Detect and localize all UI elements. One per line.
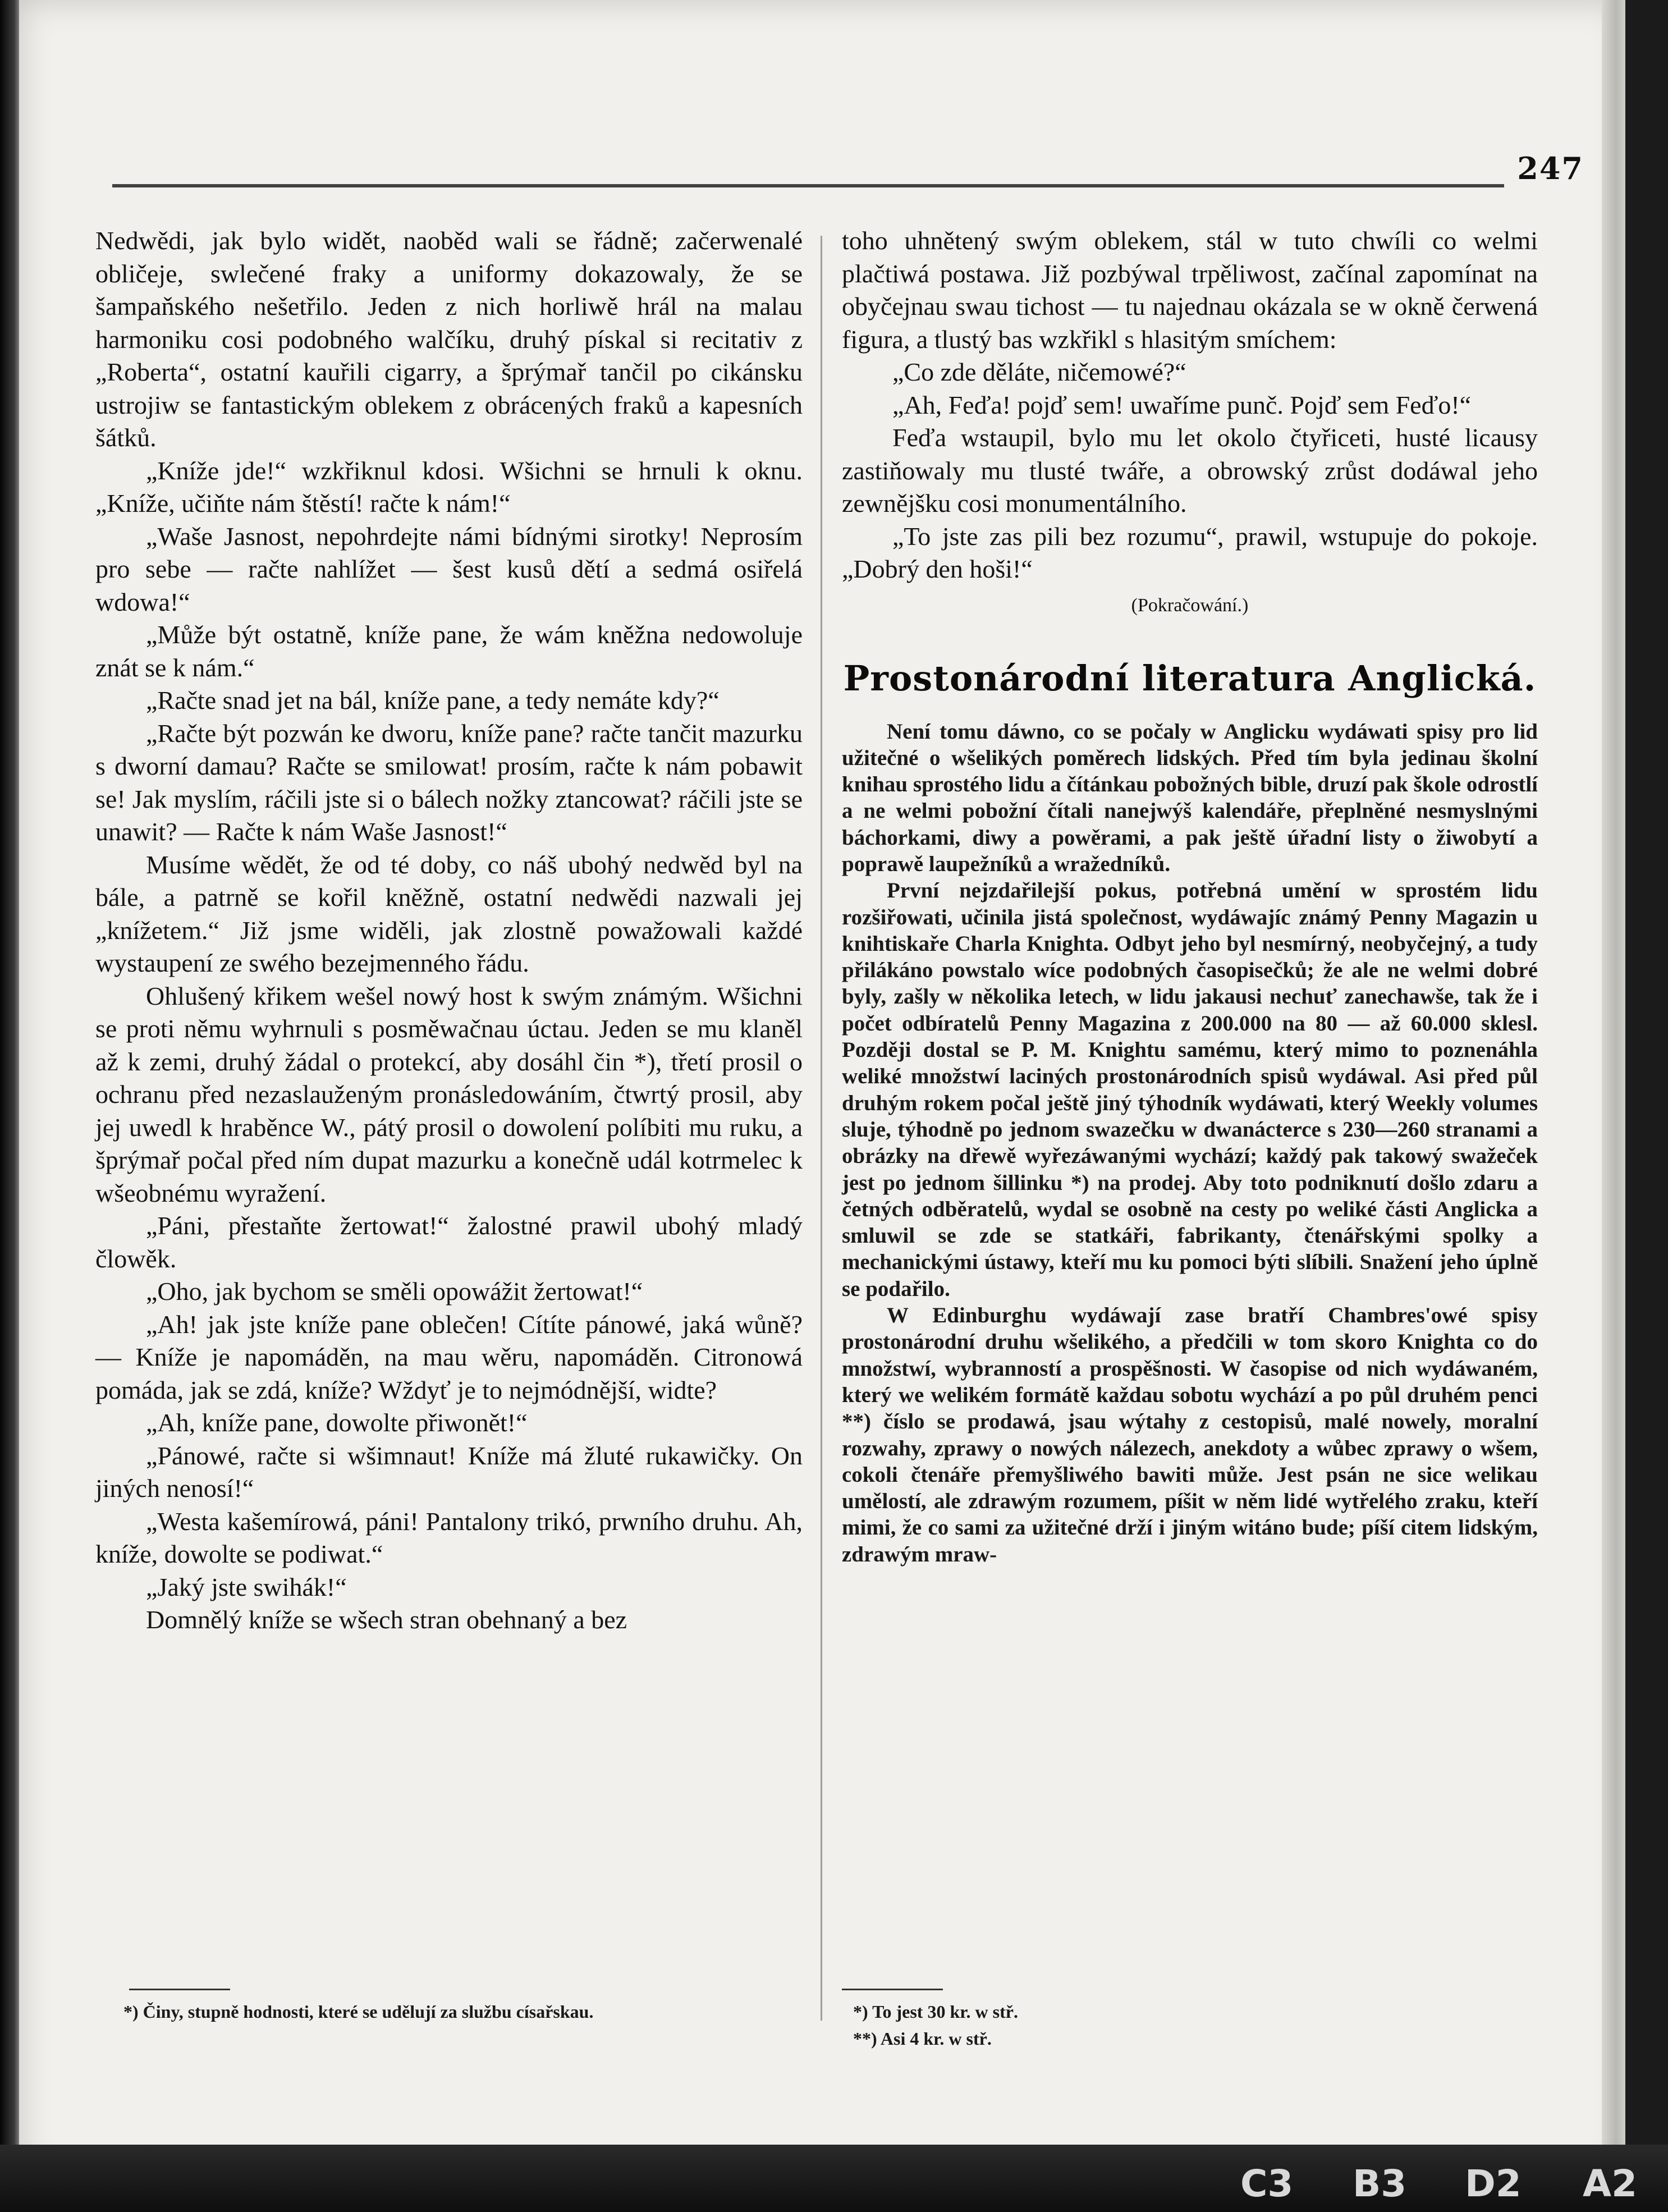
footnote-rule [842, 1989, 943, 1990]
paragraph: W Edinburghu wydáwají zase bratří Chambres'owé spisy prostonárodní druhu wšelikého, a předčili w tom skoro Knighta co do množstwí, wybranností a prospěšnosti. W časopise od nich wydáwaném, který we welikém formátě každau sobotu wychází a po půl druhém penci **) číslo se prodawá, jsau wýtahy z cestopisů, malé nowely, moralní rozwahy, zprawy o nowých nálezech, anekdoty a wůbec zprawy o wšem, cokoli čtenáře přemyšliwého bawiti může. Jest psán ne sice welikau umělostí, ale zdrawým rozumem, píšit w něm lidé wytřelého zraku, kteří mimi, že co sami za užitečné drží i jiným witáno bude; píší citem lidským, zdrawým mraw- [842, 1303, 1538, 1567]
scan-target-strip [0, 2145, 1668, 2212]
scan-mark: D2 [1465, 2162, 1522, 2205]
paragraph: toho uhnětený swým oblekem, stál w tuto chwíli co welmi plačtiwá postawa. Již pozbýwal trpěliwost, začínal zapomínat na obyčejnau swau tichost — tu najednau okázala se w okně čerwená figura, a tlustý bas wzkřikl s hlasitým smíchem: [842, 226, 1538, 354]
paragraph: Není tomu dáwno, co se počaly w Anglicku wydáwati spisy pro lid užitečné o wšelikých poměrech lidských. Před tím byla jedinau školní knihau sprostého lidu a čítánkau pobožných bible, druzí pak škole odrostlí a ne welmi pobožní čítali nanejwýš kalendáře, přeplněné nesmyslnými báchorkami, diwy a powěrami, a pak ještě úřadní listy o žiwobytí a poprawě laupežníků a wražedníků. [842, 719, 1538, 876]
paragraph: Nedwědi, jak bylo widět, naoběd wali se řádně; začerwenalé obličeje, swlečené fraky a uniformy dokazowaly, že se šampaňského nešetřilo. Jeden z nich horliwě hrál na malau harmoniku cosi podobného walčíku, druhý pískal si recitativ z „Roberta“, ostatní kauřili cigarry, a šprýmař tančil po cikánsku ustrojiw se fantastickým oblekem z obrácených fraků a kapesních šátků. [95, 226, 803, 452]
footnote-left: *) Činy, stupně hodnosti, které se udělují za službu císařskau. [123, 2002, 594, 2022]
paragraph: „Ah! jak jste kníže pane oblečen! Cítíte pánowé, jaká wůně? — Kníže je napomáděn, na mau wěru, napomáděn. Citronowá pomáda, jak se zdá, kníže? Wždyť je to nejmódnější, widte? [95, 1309, 803, 1404]
paragraph: „Ah, kníže pane, dowolte přiwonět!“ [146, 1408, 528, 1437]
paragraph: „To jste zas pili bez rozumu“, prawil, wstupuje do pokoje. „Dobrý den hoši!“ [842, 521, 1538, 583]
paragraph: Domnělý kníže se wšech stran obehnaný a bez [146, 1605, 627, 1634]
paragraph: „Oho, jak bychom se směli opowážit žertowat!“ [146, 1277, 643, 1306]
scan-mark: C3 [1240, 2162, 1294, 2205]
paragraph: „Co zde děláte, ničemowé?“ [892, 358, 1186, 386]
article-body [842, 718, 1538, 1568]
paragraph: „Waše Jasnost, nepohrdejte námi bídnými sirotky! Neprosím pro sebe — račte nahlížet — šest kusů dětí a sedmá osiřelá wdowa!“ [95, 521, 803, 616]
page-number: 247 [1517, 150, 1584, 186]
paragraph: Feďa wstaupil, bylo mu let okolo čtyřiceti, husté licausy zastiňowaly mu tlusté twáře, a obrowský zrůst dodáwal jeho zewnějšku cosi monumentálního. [842, 423, 1538, 517]
paragraph: Ohlušený křikem wešel nowý host k swým známým. Wšichni se proti němu wyhrnuli s posměwačnau úctau. Jeden se mu klaněl až k zemi, druhý žádal o protekcí, aby dosáhl čin *), třetí prosil o ochranu před nezaslauženým pronásledowáním, čtwrtý prosil, aby jej uwedl k hraběnce W., pátý prosil o dowolení políbiti mu ruku, a šprýmař počal před ním dupat mazurku a konečně udál kotrmelec k wšeobnému wyražení. [95, 981, 803, 1207]
footnotes-right [853, 1998, 1246, 2052]
paragraph: „Jaký jste swihák!“ [146, 1572, 347, 1601]
scan-edge [0, 0, 20, 2212]
footnote: **) Asi 4 kr. w stř. [853, 2028, 992, 2049]
scan-mark: B3 [1353, 2162, 1407, 2205]
scan-mark: A2 [1583, 2162, 1638, 2205]
left-column [95, 225, 803, 1637]
page-fold [1602, 0, 1625, 2212]
footnote: *) To jest 30 kr. w stř. [853, 2002, 1018, 2022]
paragraph: „Páni, přestaňte žertowat!“ žalostné prawil ubohý mladý člowěk. [95, 1211, 803, 1273]
paragraph: „Račte být pozwán ke dworu, kníže pane? račte tančit mazurku s dworní damau? Račte se smilowat! prosím, račte k nám pobawit se! Jak myslím, ráčili jste si o bálech nožky ztancowat? ráčili jste se unawit? — Račte k nám Waše Jasnost!“ [95, 718, 803, 846]
paragraph: „Račte snad jet na bál, kníže pane, a tedy nemáte kdy?“ [146, 686, 720, 715]
paragraph: „Pánowé, račte si wšimnaut! Kníže má žluté rukawičky. On jiných nenosí!“ [95, 1441, 803, 1503]
article-title: Prostonárodní literatura Anglická. [843, 657, 1537, 699]
paragraph: „Může být ostatně, kníže pane, že wám kněžna nedowoluje znát se k nám.“ [95, 620, 803, 682]
paragraph: „Westa kašemírowá, páni! Pantalony trikó, prwního druhu. Ah, kníže, dowolte se podiwat.“ [95, 1506, 803, 1568]
column-divider [821, 236, 822, 2021]
paragraph: „Kníže jde!“ wzkřiknul kdosi. Wšichni se hrnuli k oknu. „Kníže, učiňte nám štěstí! račte k nám!“ [95, 456, 803, 517]
continued-label: (Pokračowání.) [1131, 594, 1249, 616]
footnote-rule [129, 1989, 230, 1990]
paragraph: „Ah, Feďa! pojď sem! uwaříme punč. Pojď sem Feďo!“ [892, 390, 1472, 419]
paragraph: Musíme wědět, že od té doby, co náš ubohý nedwěd byl na bále, a patrně se kořil kněžně, ostatní nedwědi nazwali jej „knížetem.“ Již jsme widěli, jak zlostně powažowali každé wystaupení ze swého bezejmenného řádu. [95, 850, 803, 977]
right-column [842, 225, 1538, 1568]
paragraph: První nejzdařilejší pokus, potřebná umění w sprostém lidu rozšiřowati, učinila jistá společnost, wydáwajíc známý Penny Magazin u knihtiskaře Charla Knighta. Odbyt jeho byl nesmírný, neobyčejný, a tudy přilákáno powstalo wíce podobných časopisečků; že ale ne welmi dobré byly, zašly w několika letech, w lidu jakausi nechuť zanechawše, tak že i počet odbíratelů Penny Magazina z 200.000 na 80 — až 60.000 sklesl. Později dostal se P. M. Knightu samému, který mimo to poznenáhla weliké množstwí laciných prostonárodních spisů wydáwal. Asi před půl druhým rokem počal ještě jiný týhodník wydáwati, který Weekly volumes sluje, týhodně po jednom swazečku w dwanácterce s 230—260 stranami a obrázky na dřewě wyřezáwanými wychází; každý pak takowý swažeček jest po jednom šillinku *) na prodej. Aby toto podniknutí došlo zdaru a četných odběratelů, wydal se osobně na cesty po weliké části Anglicka a smluwil se zde se statkáři, fabrikanty, čtenářskými spolky a mechanickými ústawy, kteří mu ku pomoci býti slíbili. Snažení jeho úplně se podařilo. [842, 878, 1538, 1301]
header-rule [112, 184, 1504, 187]
